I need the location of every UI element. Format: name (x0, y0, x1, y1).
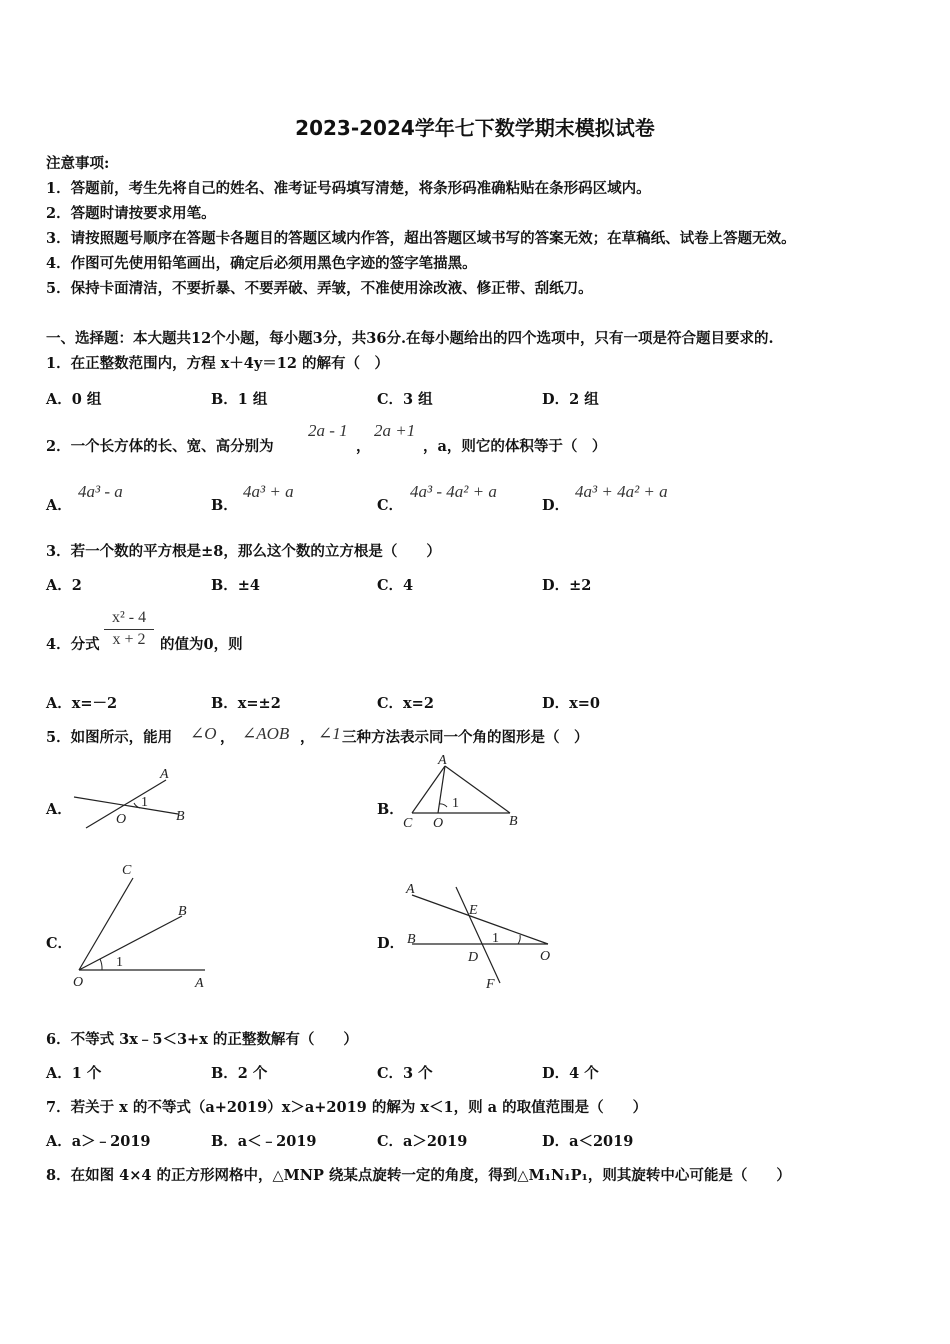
q5-angle-aob: ∠AOB (242, 724, 290, 743)
q4-denominator: x + 2 (112, 631, 146, 648)
fig-d-label-o: O (540, 949, 551, 964)
q2-option-d-label: D． (542, 497, 570, 514)
fig-c-label-a: A (195, 976, 204, 991)
q1-option-c: C．3 组 (377, 391, 433, 408)
q4-option-d: D．x=0 (542, 695, 600, 712)
q2-width-expr: 2a +1 (374, 421, 416, 440)
q4-option-c: C．x=2 (377, 695, 434, 712)
fig-a-label-1: 1 (141, 795, 148, 810)
q5-figure-b (398, 752, 528, 832)
fig-d-label-1: 1 (492, 931, 499, 946)
q2-option-a-label: A． (46, 497, 72, 514)
notice-heading: 注意事项: (46, 155, 110, 172)
q6-option-b: B．2 个 (211, 1065, 268, 1082)
q5-angle-1: ∠1 (318, 724, 341, 743)
q2-option-c-label: C． (377, 497, 404, 514)
q4-option-a: A．x=－2 (46, 695, 118, 712)
question-3-stem: 3．若一个数的平方根是±8，那么这个数的立方根是（ ） (46, 543, 441, 560)
q7-option-d: D．a＜2019 (542, 1133, 634, 1150)
q2-option-d-expr: 4a³ + 4a² + a (575, 482, 668, 501)
question-2-stem: 2．一个长方体的长、宽、高分别为 (46, 438, 274, 455)
q5-option-b-label: B． (377, 801, 404, 818)
q7-option-c: C．a＞2019 (377, 1133, 468, 1150)
q5-sep2: ， (300, 729, 315, 746)
q3-option-a: A．2 (46, 577, 82, 594)
fig-c-label-o: O (73, 975, 84, 990)
fig-d-label-a: A (406, 882, 415, 897)
fig-b-label-b: B (509, 814, 518, 829)
q5-figure-d (398, 875, 563, 995)
q4-option-b: B．x=±2 (211, 695, 281, 712)
question-6-stem: 6．不等式 3x﹣5＜3+x 的正整数解有（ ） (46, 1031, 358, 1048)
q5-figure-a (68, 760, 208, 835)
notice-item: 4．作图可先使用铅笔画出，确定后必须用黑色字迹的签字笔描黑。 (46, 255, 477, 272)
q1-option-a: A．0 组 (46, 391, 102, 408)
question-5-stem: 5．如图所示，能用 (46, 729, 173, 746)
q5-angle-o: ∠O (190, 724, 217, 743)
fig-c-label-c: C (122, 863, 132, 878)
q5-option-d-label: D． (377, 935, 405, 952)
q6-option-c: C．3 个 (377, 1065, 433, 1082)
q2-option-b-expr: 4a³ + a (243, 482, 294, 501)
question-4-stem: 4．分式 (46, 636, 100, 653)
q7-option-b: B．a＜﹣2019 (211, 1133, 317, 1150)
q2-length-expr: 2a - 1 (308, 421, 348, 440)
q5-figure-c (68, 858, 218, 993)
q3-option-c: C．4 (377, 577, 414, 594)
fig-d-label-b: B (407, 932, 416, 947)
q1-option-d: D．2 组 (542, 391, 599, 408)
fig-a-label-a: A (160, 767, 169, 782)
q5-stem-end: 三种方法表示同一个角的图形是（ ） (342, 729, 589, 746)
fig-c-label-1: 1 (116, 955, 123, 970)
q4-numerator: x² - 4 (104, 609, 154, 630)
q5-option-c-label: C． (46, 935, 73, 952)
notice-item: 1．答题前，考生先将自己的姓名、准考证号码填写清楚，将条形码准确粘贴在条形码区域内。 (46, 180, 651, 197)
q3-option-b: B．±4 (211, 577, 260, 594)
q5-sep1: ， (220, 729, 235, 746)
q2-option-b-label: B． (211, 497, 238, 514)
q3-option-d: D．±2 (542, 577, 592, 594)
q2-stem-end: ，a，则它的体积等于（ ） (423, 438, 607, 455)
fig-b-label-c: C (403, 816, 413, 831)
fig-d-label-d: D (468, 950, 479, 965)
fig-b-label-1: 1 (452, 796, 459, 811)
question-1-stem: 1．在正整数范围内，方程 x＋4y＝12 的解有（ ） (46, 355, 390, 372)
page-title: 2023-2024学年七下数学期末模拟试卷 (295, 116, 655, 140)
notice-item: 3．请按照题号顺序在答题卡各题目的答题区域内作答，超出答题区域书写的答案无效；在草稿纸、试卷上答题无效。 (46, 230, 796, 247)
q4-stem-end: 的值为0，则 (160, 636, 243, 653)
q6-option-d: D．4 个 (542, 1065, 599, 1082)
q2-option-a-expr: 4a³ - a (78, 482, 123, 501)
fig-a-label-b: B (176, 809, 185, 824)
q6-option-a: A．1 个 (46, 1065, 102, 1082)
question-7-stem: 7．若关于 x 的不等式（a+2019）x＞a+2019 的解为 x＜1，则 a 的取值范围是（ ） (46, 1099, 648, 1116)
q2-comma: ， (356, 438, 371, 455)
fig-c-label-b: B (178, 904, 187, 919)
q2-option-c-expr: 4a³ - 4a² + a (410, 482, 497, 501)
fig-a-label-o: O (116, 812, 127, 827)
section-heading: 一、选择题：本大题共12个小题，每小题3分，共36分.在每小题给出的四个选项中，只有一项是符合题目要求的. (46, 330, 774, 347)
notice-item: 2．答题时请按要求用笔。 (46, 205, 216, 222)
fig-b-label-o: O (433, 816, 444, 831)
notice-item: 5．保持卡面清洁，不要折暴、不要弄破、弄皱，不准使用涂改液、修正带、刮纸刀。 (46, 280, 593, 297)
q1-option-b: B．1 组 (211, 391, 268, 408)
q7-option-a: A．a＞﹣2019 (46, 1133, 151, 1150)
fig-d-label-f: F (486, 977, 495, 992)
fig-b-label-a: A (438, 753, 447, 768)
q5-option-a-label: A． (46, 801, 72, 818)
fig-d-label-e: E (469, 903, 478, 918)
question-8-stem: 8．在如图 4×4 的正方形网格中，△MNP 绕某点旋转一定的角度，得到△M₁N₁P₁，则其旋转中心可能是（ ） (46, 1167, 791, 1184)
q4-fraction (104, 609, 154, 649)
